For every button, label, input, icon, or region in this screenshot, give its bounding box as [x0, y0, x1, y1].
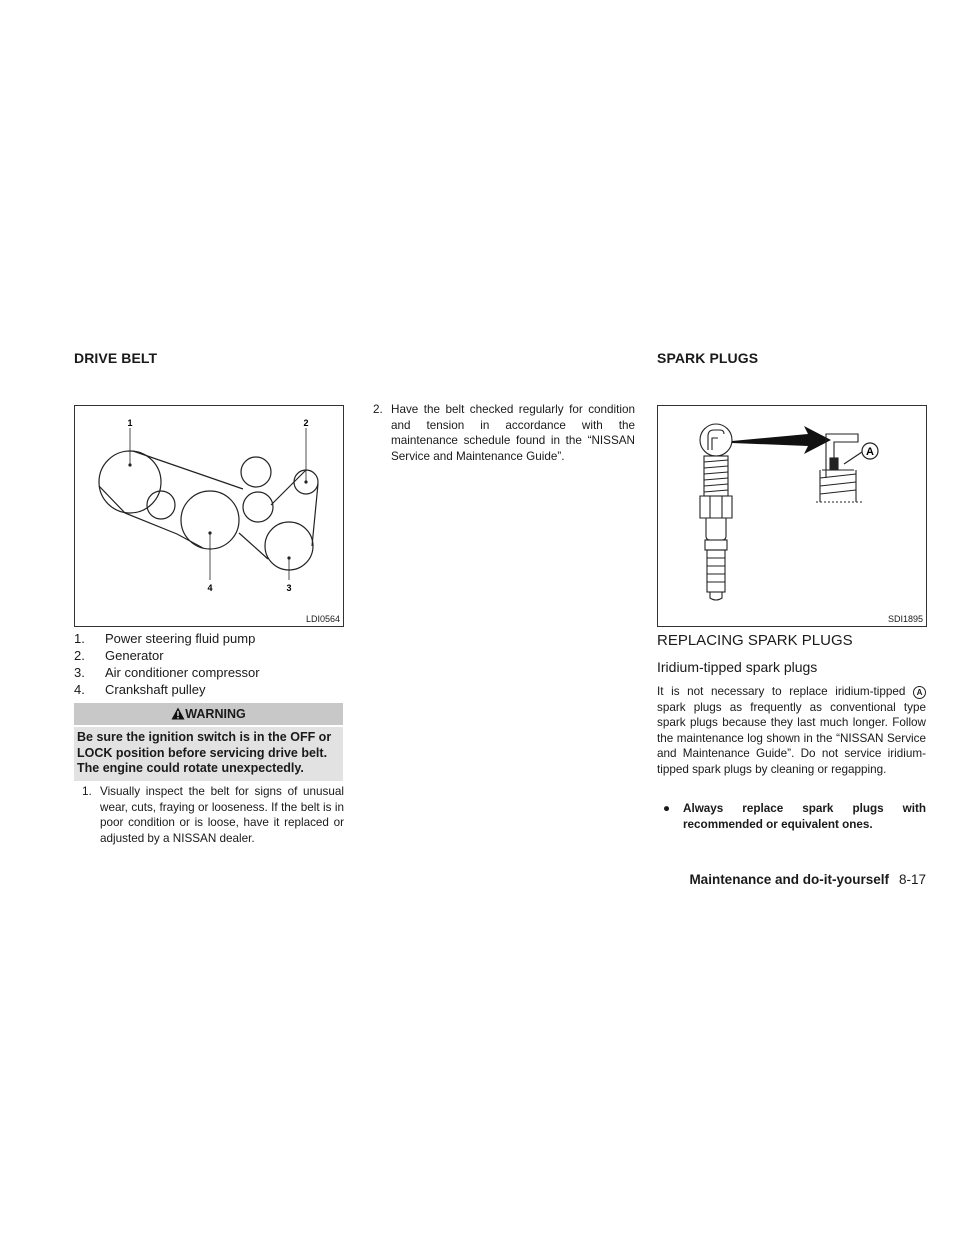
warning-heading: WARNING [74, 703, 343, 725]
footer-section: Maintenance and do-it-yourself [689, 872, 889, 887]
figure-code: LDI0564 [305, 614, 340, 624]
pulley-idler-top [241, 457, 271, 487]
marker-a-icon: A [913, 686, 926, 699]
diagram-label-3: 3 [286, 583, 292, 593]
legend-item: 2. Generator [74, 648, 164, 663]
drive-belt-figure [74, 405, 344, 627]
spark-plugs-title: SPARK PLUGS [657, 350, 759, 366]
legend-item: 4. Crankshaft pulley [74, 682, 206, 697]
marker-a-label: A [866, 446, 874, 458]
drive-belt-title: DRIVE BELT [74, 350, 158, 366]
warning-text: Be sure the ignition switch is in the OFF or LOCK position before servicing drive belt. The engine could rotate unexpectedly. [74, 727, 343, 781]
step-1: 1. Visually inspect the belt for signs of unusual wear, cuts, fraying or looseness. If the belt is in poor condition or is loose, have it replaced or adjusted by a NISSAN dealer. [82, 785, 344, 845]
drive-belt [99, 451, 318, 559]
spark-plug-illustration [658, 406, 926, 626]
pulley-idler-right [243, 492, 273, 522]
bullet-icon: ● [663, 802, 671, 815]
legend-item: 3. Air conditioner compressor [74, 665, 260, 680]
diagram-label-4: 4 [207, 583, 213, 593]
replace-bullet: ● Always replace spark plugs with recommended or equivalent ones. [663, 802, 926, 831]
page-number: 8-17 [898, 872, 926, 887]
arrow-icon [732, 426, 831, 454]
page-footer [689, 872, 926, 887]
iridium-body-text: It is not necessary to replace iridium-tipped A spark plugs as frequently as conventional type spark plugs because they last much longer. Follow the maintenance log shown in the “NISSAN Service and Maintenance Guide”. Do not service iridium-tipped spark plugs by cleaning or regapping. [657, 685, 926, 776]
diagram-label-1: 1 [127, 418, 133, 428]
iridium-heading: Iridium-tipped spark plugs [657, 659, 818, 675]
legend-item: 1. Power steering fluid pump [74, 631, 256, 646]
diagram-label-2: 2 [303, 418, 309, 428]
figure-code: SDI1895 [887, 614, 923, 624]
spark-plug-figure [657, 405, 927, 627]
drive-belt-diagram [75, 406, 343, 626]
replacing-spark-plugs-heading: REPLACING SPARK PLUGS [657, 632, 853, 649]
warning-triangle-icon [171, 707, 185, 720]
step-2: 2. Have the belt checked regularly for condition and tension in accordance with the maintenance schedule found in the “NISSAN Service and Maintenance Guide”. [373, 403, 635, 463]
component-legend [74, 630, 344, 698]
warning-box [74, 703, 343, 781]
